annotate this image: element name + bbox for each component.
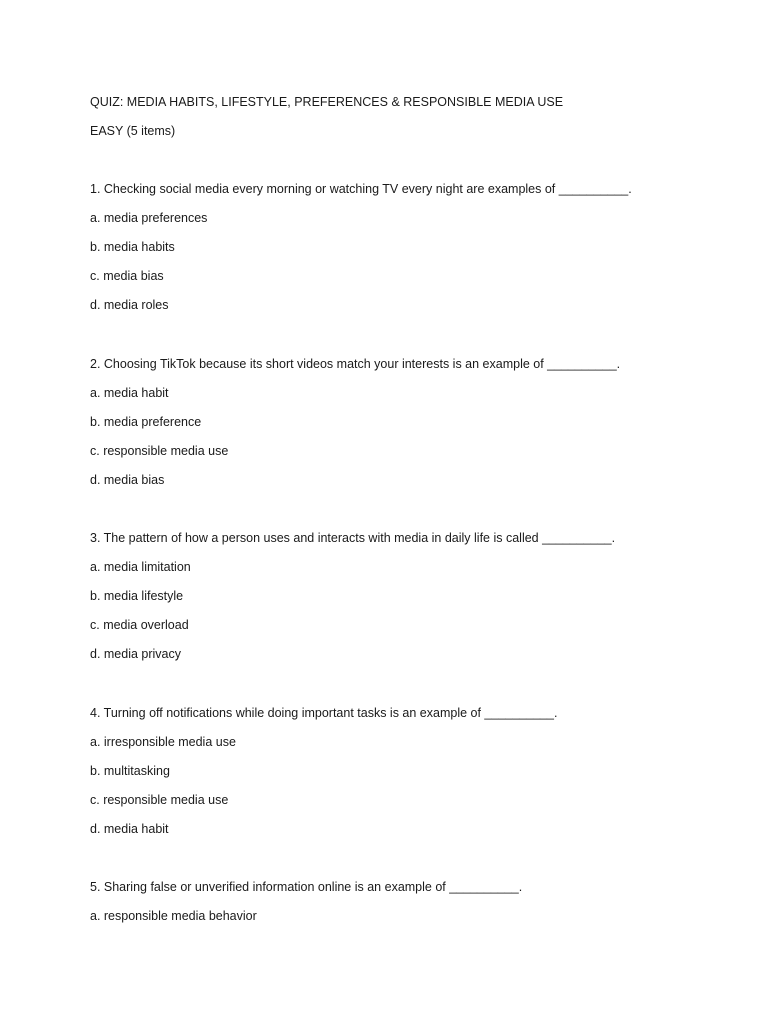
question-2-option-a: a. media habit [90, 386, 169, 400]
question-5-stem: 5. Sharing false or unverified information online is an example of __________. [90, 880, 523, 894]
question-1-option-d: d. media roles [90, 298, 169, 312]
question-3-option-d: d. media privacy [90, 647, 182, 661]
question-5-option-a: a. responsible media behavior [90, 909, 257, 923]
question-1-option-a: a. media preferences [90, 211, 208, 225]
question-2-option-c: c. responsible media use [90, 444, 229, 458]
question-1-option-b: b. media habits [90, 240, 175, 254]
question-1-option-c: c. media bias [90, 269, 164, 283]
question-3-option-a: a. media limitation [90, 560, 191, 574]
question-4-stem: 4. Turning off notifications while doing important tasks is an example of __________. [90, 706, 558, 720]
question-4-option-a: a. irresponsible media use [90, 735, 236, 749]
question-4-option-c: c. responsible media use [90, 793, 229, 807]
quiz-title: QUIZ: MEDIA HABITS, LIFESTYLE, PREFERENCES & RESPONSIBLE MEDIA USE [90, 95, 564, 109]
question-3-option-c: c. media overload [90, 618, 189, 632]
question-3-option-b: b. media lifestyle [90, 589, 184, 603]
question-1-stem: 1. Checking social media every morning or watching TV every night are examples of __________. [90, 182, 632, 196]
section-heading: EASY (5 items) [90, 124, 176, 138]
question-4-option-d: d. media habit [90, 822, 169, 836]
question-2-option-d: d. media bias [90, 473, 165, 487]
question-3-stem: 3. The pattern of how a person uses and interacts with media in daily life is called __________. [90, 531, 616, 545]
question-4-option-b: b. multitasking [90, 764, 170, 778]
question-2-option-b: b. media preference [90, 415, 202, 429]
question-2-stem: 2. Choosing TikTok because its short videos match your interests is an example of __________. [90, 357, 621, 371]
